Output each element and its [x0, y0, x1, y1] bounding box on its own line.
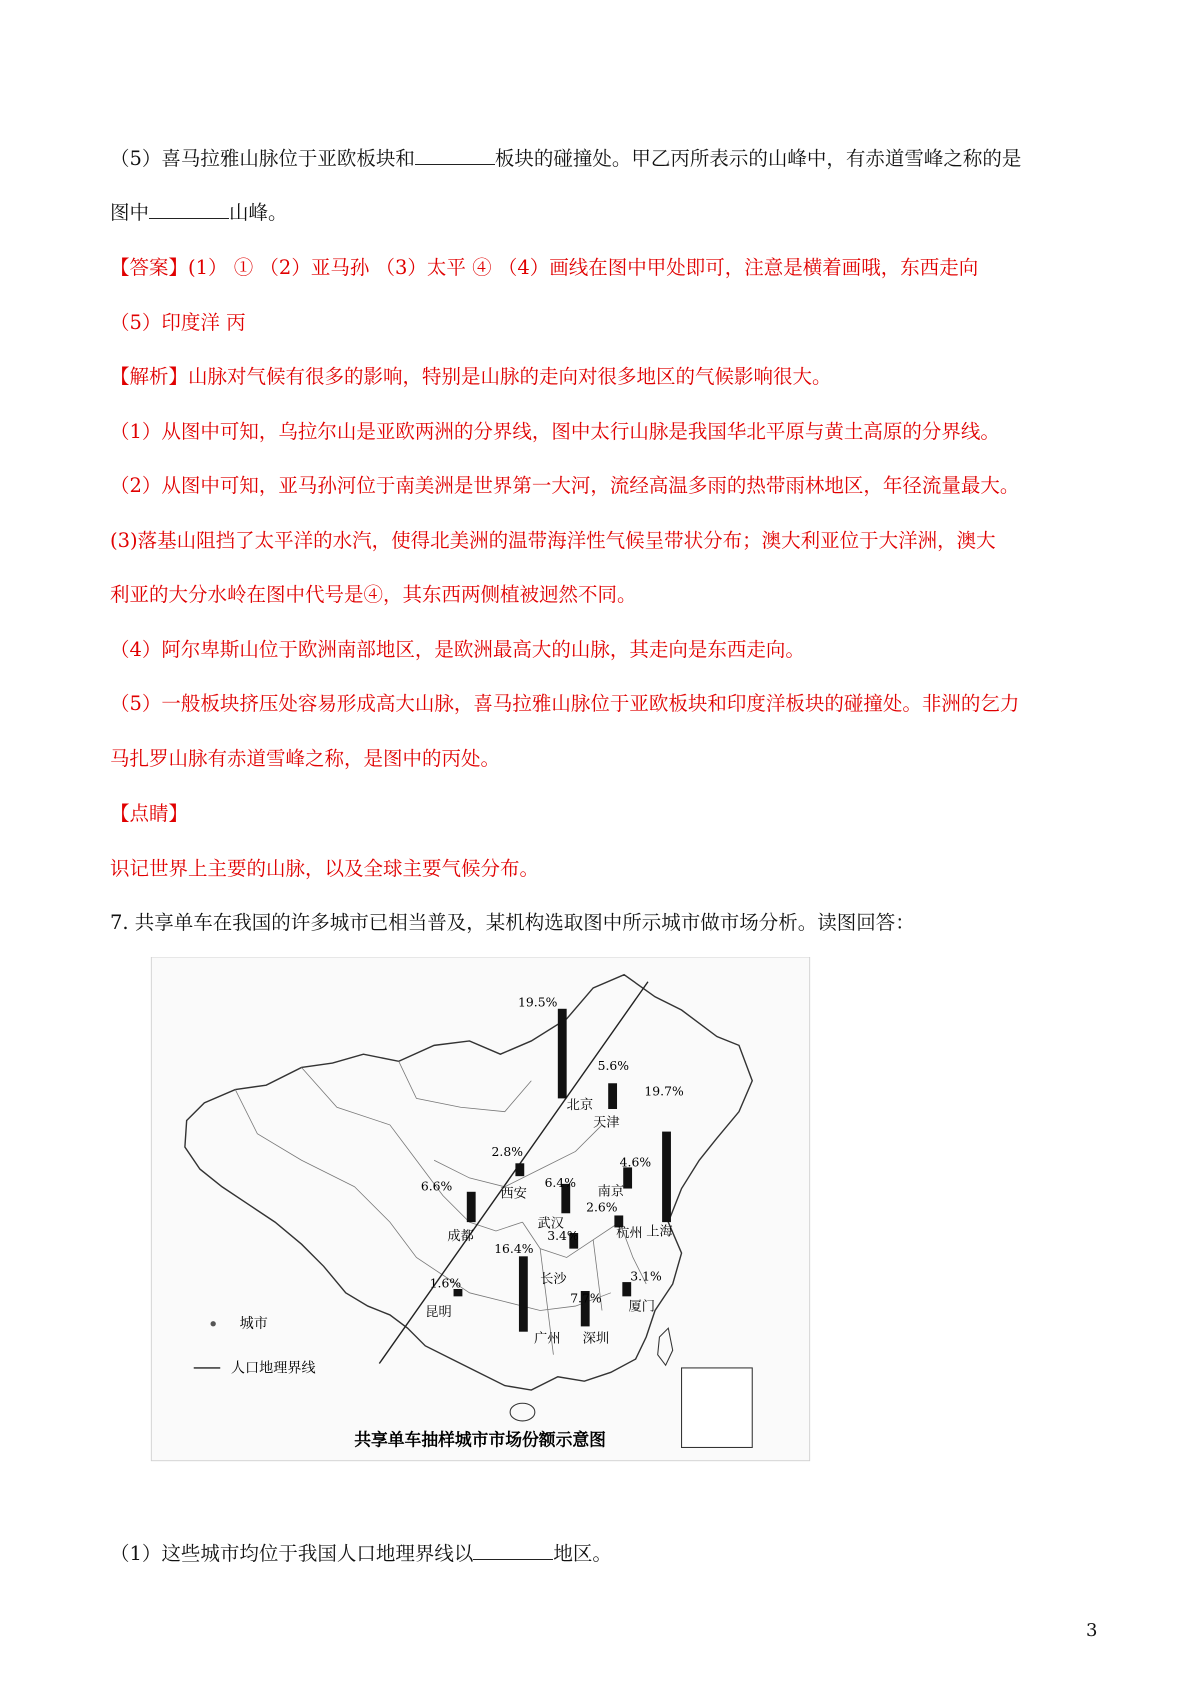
- share-label-广州: 16.4%: [494, 1242, 534, 1257]
- share-label-西安: 2.8%: [491, 1144, 523, 1159]
- share-label-长沙: 3.4%: [547, 1228, 579, 1243]
- answer-blank[interactable]: [149, 200, 229, 219]
- share-label-昆明: 1.6%: [429, 1276, 462, 1291]
- bar-厦门: [622, 1282, 631, 1296]
- bar-成都: [467, 1192, 476, 1222]
- answer-blank[interactable]: [415, 146, 495, 165]
- city-label-天津: 天津: [593, 1115, 620, 1131]
- answer-blank[interactable]: [473, 1541, 553, 1560]
- legend-line-label: 人口地理界线: [230, 1360, 316, 1377]
- q5-text-a: （5）喜马拉雅山脉位于亚欧板块和: [110, 147, 415, 170]
- city-label-北京: 北京: [566, 1098, 594, 1113]
- legend-city-dot: [211, 1321, 216, 1326]
- question-7-1: [110, 1540, 612, 1568]
- shared-bike-map-figure: [108, 957, 853, 1527]
- share-label-厦门: 3.1%: [630, 1269, 662, 1284]
- tip-text: 识记世界上主要的山脉，以及全球主要气候分布。: [110, 857, 540, 880]
- question-7: 7. 共享单车在我国的许多城市已相当普及，某机构选取图中所示城市做市场分析。读图回答：: [110, 911, 915, 934]
- bar-上海: [662, 1132, 671, 1223]
- share-label-天津: 5.6%: [597, 1059, 629, 1074]
- city-label-昆明: 昆明: [425, 1304, 452, 1320]
- bar-天津: [608, 1083, 617, 1109]
- city-label-长沙: 长沙: [540, 1272, 567, 1288]
- city-label-杭州: 杭州: [616, 1226, 643, 1242]
- share-label-北京: 19.5%: [518, 995, 558, 1010]
- city-label-厦门: 厦门: [628, 1299, 656, 1315]
- share-label-深圳: 7.7%: [570, 1291, 602, 1306]
- bar-北京: [558, 1009, 567, 1099]
- city-label-广州: 广州: [533, 1331, 561, 1347]
- question-5-line1: [110, 145, 1021, 173]
- analysis-1: （1）从图中可知，乌拉尔山是亚欧两洲的分界线，图中太行山脉是我国华北平原与黄土高原的分界线。: [110, 420, 1000, 443]
- analysis-5a: （5）一般板块挤压处容易形成高大山脉，喜马拉雅山脉位于亚欧板块和印度洋板块的碰撞处。非洲的乞力: [110, 692, 1020, 715]
- q7-1-text-b: 地区。: [553, 1542, 612, 1565]
- city-label-成都: 成都: [447, 1228, 474, 1244]
- analysis-3b: 利亚的大分水岭在图中代号是④，其东西两侧植被迥然不同。: [110, 583, 637, 606]
- bar-广州: [519, 1256, 528, 1331]
- city-label-南京: 南京: [597, 1184, 625, 1200]
- answer-line2: （5）印度洋 丙: [110, 311, 246, 334]
- q7-1-text-a: （1）这些城市均位于我国人口地理界线以: [110, 1542, 474, 1565]
- page-number: 3: [1086, 1620, 1098, 1641]
- q5-text-d: 山峰。: [229, 201, 288, 224]
- south-china-sea-inset: [682, 1368, 753, 1448]
- analysis-5b: 马扎罗山脉有赤道雪峰之称，是图中的丙处。: [110, 747, 501, 770]
- bar-南京: [623, 1167, 632, 1188]
- city-label-深圳: 深圳: [582, 1331, 610, 1347]
- analysis-heading: 【解析】山脉对气候有很多的影响，特别是山脉的走向对很多地区的气候影响很大。: [110, 365, 832, 388]
- bar-西安: [515, 1163, 524, 1176]
- share-label-武汉: 6.4%: [544, 1175, 576, 1190]
- tip-heading: 【点睛】: [110, 802, 189, 825]
- share-label-杭州: 2.6%: [586, 1200, 618, 1215]
- share-label-成都: 6.6%: [420, 1179, 453, 1194]
- analysis-2: （2）从图中可知，亚马孙河位于南美洲是世界第一大河，流经高温多雨的热带雨林地区，年径流量最大。: [110, 474, 1020, 497]
- q5-text-b: 板块的碰撞处。甲乙丙所表示的山峰中，有赤道雪峰之称的是: [494, 147, 1022, 170]
- answer-line1: 【答案】(1） ① （2）亚马孙 （3）太平 ④ （4）画线在图中甲处即可，注意是横着画哦，东西走向: [110, 256, 979, 279]
- share-label-南京: 4.6%: [619, 1155, 652, 1170]
- city-label-武汉: 武汉: [537, 1216, 565, 1232]
- question-5-line2: [110, 199, 288, 227]
- figure-caption: 共享单车抽样城市市场份额示意图: [354, 1429, 606, 1450]
- q5-text-c: 图中: [110, 201, 150, 224]
- city-label-上海: 上海: [646, 1224, 673, 1240]
- analysis-3a: (3)落基山阻挡了太平洋的水汽，使得北美洲的温带海洋性气候呈带状分布；澳大利亚位于大洋洲，澳大: [110, 529, 996, 552]
- legend-city-label: 城市: [239, 1316, 268, 1333]
- city-label-西安: 西安: [500, 1186, 527, 1202]
- share-label-上海: 19.7%: [644, 1084, 684, 1099]
- analysis-4: （4）阿尔卑斯山位于欧洲南部地区，是欧洲最高大的山脉，其走向是东西走向。: [110, 638, 805, 661]
